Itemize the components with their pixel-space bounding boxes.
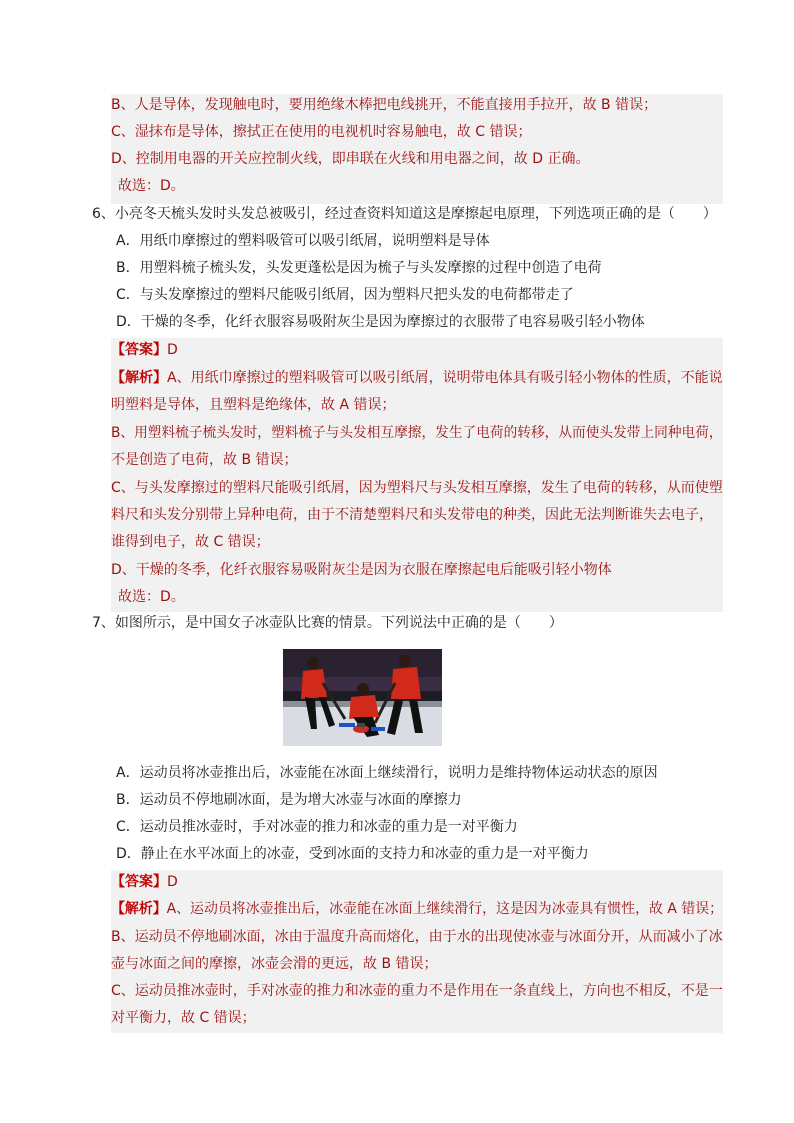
answer-line xyxy=(111,872,178,892)
question-6-answer-block xyxy=(111,338,723,612)
analysis-line: C、与头发摩擦过的塑料尺能吸引纸屑，因为塑料尺与头发相互摩擦，发生了电荷的转移，从而使塑 xyxy=(111,480,723,496)
analysis-conclusion: 故选：D。 xyxy=(118,589,185,605)
question-6-option-d: D．干燥的冬季，化纤衣服容易吸附灰尘是因为摩擦过的衣服带了电容易吸引轻小物体 xyxy=(116,314,645,330)
question-7-option-c: C．运动员推冰壶时，手对冰壶的推力和冰壶的重力是一对平衡力 xyxy=(116,819,518,835)
question-7-option-b: B．运动员不停地刷冰面，是为增大冰壶与冰面的摩擦力 xyxy=(116,792,462,808)
analysis-tag: 【解析】 xyxy=(111,901,167,917)
analysis-line: D、控制用电器的开关应控制火线，即串联在火线和用电器之间，故 D 正确。 xyxy=(111,151,590,167)
answer-line xyxy=(111,340,178,360)
question-7-option-d: D．静止在水平冰面上的冰壶，受到冰面的支持力和冰壶的重力是一对平衡力 xyxy=(116,846,589,862)
answer-value: D xyxy=(167,874,178,890)
analysis-line: C、运动员推冰壶时，手对冰壶的推力和冰壶的重力不是作用在一条直线上，方向也不相反，不是一 xyxy=(111,983,723,999)
analysis-line: 料尺和头发分别带上异种电荷，由于不清楚塑料尺和头发带电的种类，因此无法判断谁失去电子， xyxy=(111,507,713,523)
analysis-line: 对平衡力，故 C 错误； xyxy=(111,1010,256,1026)
analysis-tag: 【解析】 xyxy=(111,370,167,386)
question-6-option-a: A．用纸巾摩擦过的塑料吸管可以吸引纸屑，说明塑料是导体 xyxy=(116,233,490,249)
answer-tag: 【答案】 xyxy=(111,342,167,358)
analysis-line: 不是创造了电荷，故 B 错误； xyxy=(111,452,298,468)
question-7-option-a: A．运动员将冰壶推出后，冰壶能在冰面上继续滑行，说明力是维持物体运动状态的原因 xyxy=(116,765,658,781)
question-6-option-b: B．用塑料梳子梳头发，头发更蓬松是因为梳子与头发摩擦的过程中创造了电荷 xyxy=(116,260,602,276)
analysis-line: 【解析】A、运动员将冰壶推出后，冰壶能在冰面上继续滑行，这是因为冰壶具有惯性，故 A 错误； xyxy=(111,901,724,917)
question-7-stem: 7、如图所示，是中国女子冰壶队比赛的情景。下列说法中正确的是（ ） xyxy=(92,615,563,631)
analysis-line: C、湿抹布是导体，擦拭正在使用的电视机时容易触电，故 C 错误； xyxy=(111,124,532,140)
answer-tag: 【答案】 xyxy=(111,874,167,890)
analysis-block-prev xyxy=(111,94,723,204)
analysis-line: B、人是导体，发现触电时，要用绝缘木棒把电线挑开，不能直接用手拉开，故 B 错误； xyxy=(111,97,658,113)
analysis-line: D、干燥的冬季，化纤衣服容易吸附灰尘是因为衣服在摩擦起电后能吸引轻小物体 xyxy=(111,562,612,578)
analysis-line: 壶与冰面之间的摩擦，冰壶会滑的更远，故 B 错误； xyxy=(111,956,438,972)
analysis-line: 谁得到电子，故 C 错误； xyxy=(111,534,270,550)
analysis-line: 明塑料是导体，且塑料是绝缘体，故 A 错误； xyxy=(111,397,396,413)
question-6-stem: 6、小亮冬天梳头发时头发总被吸引，经过查资料知道这是摩擦起电原理，下列选项正确的是（ ） xyxy=(92,206,717,222)
question-6-option-c: C．与头发摩擦过的塑料尺能吸引纸屑，因为塑料尺把头发的电荷都带走了 xyxy=(116,287,574,303)
analysis-line: B、运动员不停地刷冰面，冰由于温度升高而熔化，由于水的出现使冰壶与冰面分开，从而减小了冰 xyxy=(111,929,723,945)
analysis-line: B、用塑料梳子梳头发时，塑料梳子与头发相互摩擦，发生了电荷的转移，从而使头发带上同种电荷， xyxy=(111,425,723,441)
answer-value: D xyxy=(167,342,178,358)
question-7-answer-block xyxy=(111,870,723,1033)
analysis-line: 【解析】A、用纸巾摩擦过的塑料吸管可以吸引纸屑，说明带电体具有吸引轻小物体的性质，不能说 xyxy=(111,370,723,386)
curling-team-photo xyxy=(283,649,442,746)
analysis-conclusion: 故选：D。 xyxy=(118,178,185,194)
